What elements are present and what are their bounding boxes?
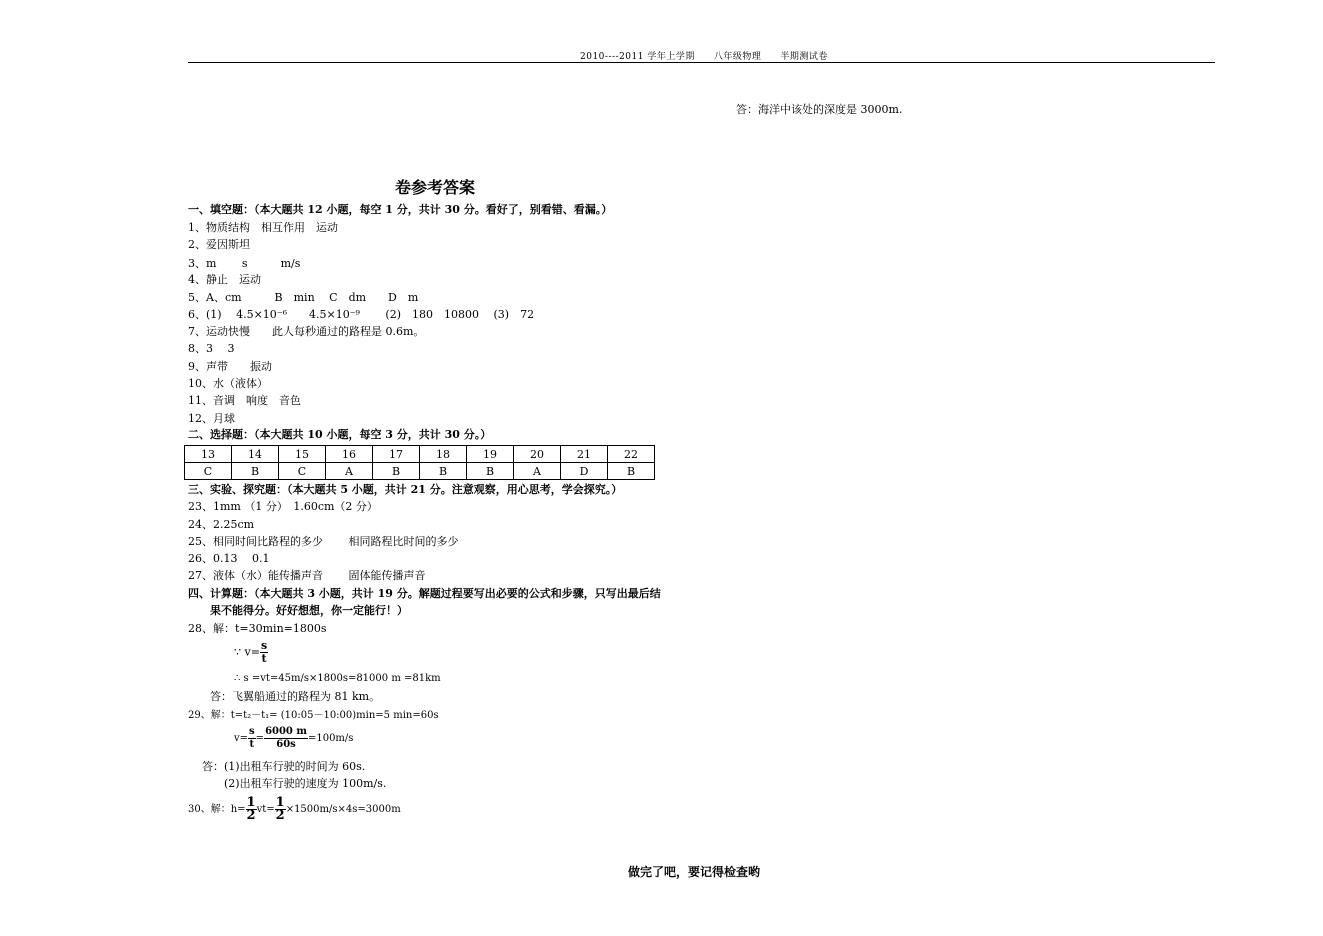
section2-heading: 二、选择题：（本大题共 10 小题，每空 3 分，共计 30 分。） — [188, 428, 492, 441]
page-footer: 做完了吧，要记得检查哟 — [628, 865, 761, 879]
fraction-numerator: 1 — [246, 795, 256, 810]
q28-formula — [234, 640, 268, 665]
q29-result: =100m/s — [307, 733, 354, 744]
q29-line1: 29、解：t=t₂－t₁= (10:05－10:00)min=5 min=60s — [188, 710, 439, 721]
list-item: 1、物质结构 相互作用 运动 — [188, 221, 338, 234]
table-row-answers — [185, 463, 655, 480]
fraction-denominator: 2 — [246, 808, 256, 823]
q28-line1: 28、解：t=30min=1800s — [188, 622, 327, 635]
table-cell: 13 — [185, 446, 232, 463]
q28-therefore: ∴ s =vt=45m/s×1800s=81000 m =81km — [234, 673, 441, 684]
q29-fraction2 — [264, 726, 308, 751]
list-item: 9、声带 振动 — [188, 360, 272, 373]
section4-heading: 四、计算题：（本大题共 3 小题，共计 19 分。解题过程要写出必要的公式和步骤，只写出最后结 — [188, 587, 661, 600]
q30-formula — [188, 797, 401, 822]
q28-answer: 答：飞翼船通过的路程为 81 km。 — [210, 690, 381, 703]
list-item: 4、静止 运动 — [188, 273, 261, 286]
q30-tail: ×1500m/s×4s=3000m — [285, 804, 401, 815]
list-item: 27、液体（水）能传播声音 固体能传播声音 — [188, 569, 426, 582]
q30-prefix: 30、解：h= — [188, 804, 246, 815]
q30-fraction2 — [275, 797, 286, 822]
table-cell: B — [420, 463, 467, 480]
q29-equals: = — [255, 733, 265, 744]
table-cell: 21 — [561, 446, 608, 463]
table-cell: 18 — [420, 446, 467, 463]
q28-because: ∵ v= — [234, 645, 260, 659]
q28-fraction — [260, 640, 268, 665]
list-item: 10、水（液体） — [188, 377, 268, 390]
table-cell: 16 — [326, 446, 373, 463]
list-item: 24、2.25cm — [188, 518, 255, 531]
table-cell: A — [326, 463, 373, 480]
table-row-numbers — [185, 446, 655, 463]
section4-heading-cont: 果不能得分。好好想想，你一定能行！） — [210, 604, 408, 617]
section1-heading: 一、填空题：（本大题共 12 小题，每空 1 分，共计 30 分。看好了，别看错、看漏。） — [188, 203, 613, 216]
q29-v: v= — [234, 733, 249, 744]
table-cell: B — [467, 463, 514, 480]
table-cell: C — [279, 463, 326, 480]
fraction-numerator: 1 — [275, 795, 285, 810]
table-cell: A — [514, 463, 561, 480]
list-item: 25、相同时间比路程的多少 相同路程比时间的多少 — [188, 535, 459, 548]
fraction-denominator: 2 — [275, 808, 285, 823]
fraction-numerator: s — [249, 726, 255, 737]
page-header: 2010----2011 学年上学期 八年级物理 半期测试卷 — [580, 52, 828, 62]
table-cell: 15 — [279, 446, 326, 463]
q29-fraction1 — [248, 726, 256, 751]
top-answer: 答：海洋中该处的深度是 3000m. — [736, 103, 903, 116]
list-item: 6、(1) 4.5×10⁻⁶ 4.5×10⁻⁹ (2) 180 10800 (3) 72 — [188, 308, 535, 321]
table-cell: B — [608, 463, 655, 480]
list-item: 11、音调 响度 音色 — [188, 394, 301, 407]
fraction-numerator: 6000 m — [265, 726, 307, 737]
q29-answer2: (2)出租车行驶的速度为 100m/s. — [224, 777, 387, 790]
table-cell: D — [561, 463, 608, 480]
table-cell: 17 — [373, 446, 420, 463]
list-item: 2、爱因斯坦 — [188, 238, 250, 251]
q30-fraction1 — [246, 797, 257, 822]
fraction-denominator: t — [249, 739, 255, 750]
q30-mid: vt= — [256, 804, 275, 815]
list-item: 5、A、cm B min C dm D m — [188, 291, 419, 304]
q29-answer-text: (1)出租车行驶的时间为 60s. — [224, 760, 366, 773]
answer-table — [184, 445, 655, 480]
table-cell: 14 — [232, 446, 279, 463]
q29-answer1 — [202, 760, 365, 774]
list-item: 23、1mm （1 分） 1.60cm（2 分） — [188, 500, 378, 513]
page-title: 卷参考答案 — [395, 178, 476, 197]
fraction-denominator: 60s — [276, 739, 296, 750]
q29-answer-label: 答： — [202, 760, 224, 773]
table-cell: C — [185, 463, 232, 480]
table-cell: 22 — [608, 446, 655, 463]
list-item: 8、3 3 — [188, 342, 235, 355]
fraction-numerator: s — [260, 639, 268, 652]
list-item: 7、运动快慢 此人每秒通过的路程是 0.6m。 — [188, 325, 425, 338]
list-item: 26、0.13 0.1 — [188, 552, 270, 565]
fraction-denominator: t — [261, 652, 267, 665]
table-cell: B — [373, 463, 420, 480]
table-cell: 20 — [514, 446, 561, 463]
table-cell: 19 — [467, 446, 514, 463]
table-cell: B — [232, 463, 279, 480]
q29-formula — [234, 726, 353, 751]
header-rule — [188, 62, 1215, 63]
list-item: 3、m s m/s — [188, 257, 301, 270]
list-item: 12、月球 — [188, 412, 235, 425]
section3-heading: 三、实验、探究题：（本大题共 5 小题，共计 21 分。注意观察，用心思考，学会探究。） — [188, 483, 623, 496]
